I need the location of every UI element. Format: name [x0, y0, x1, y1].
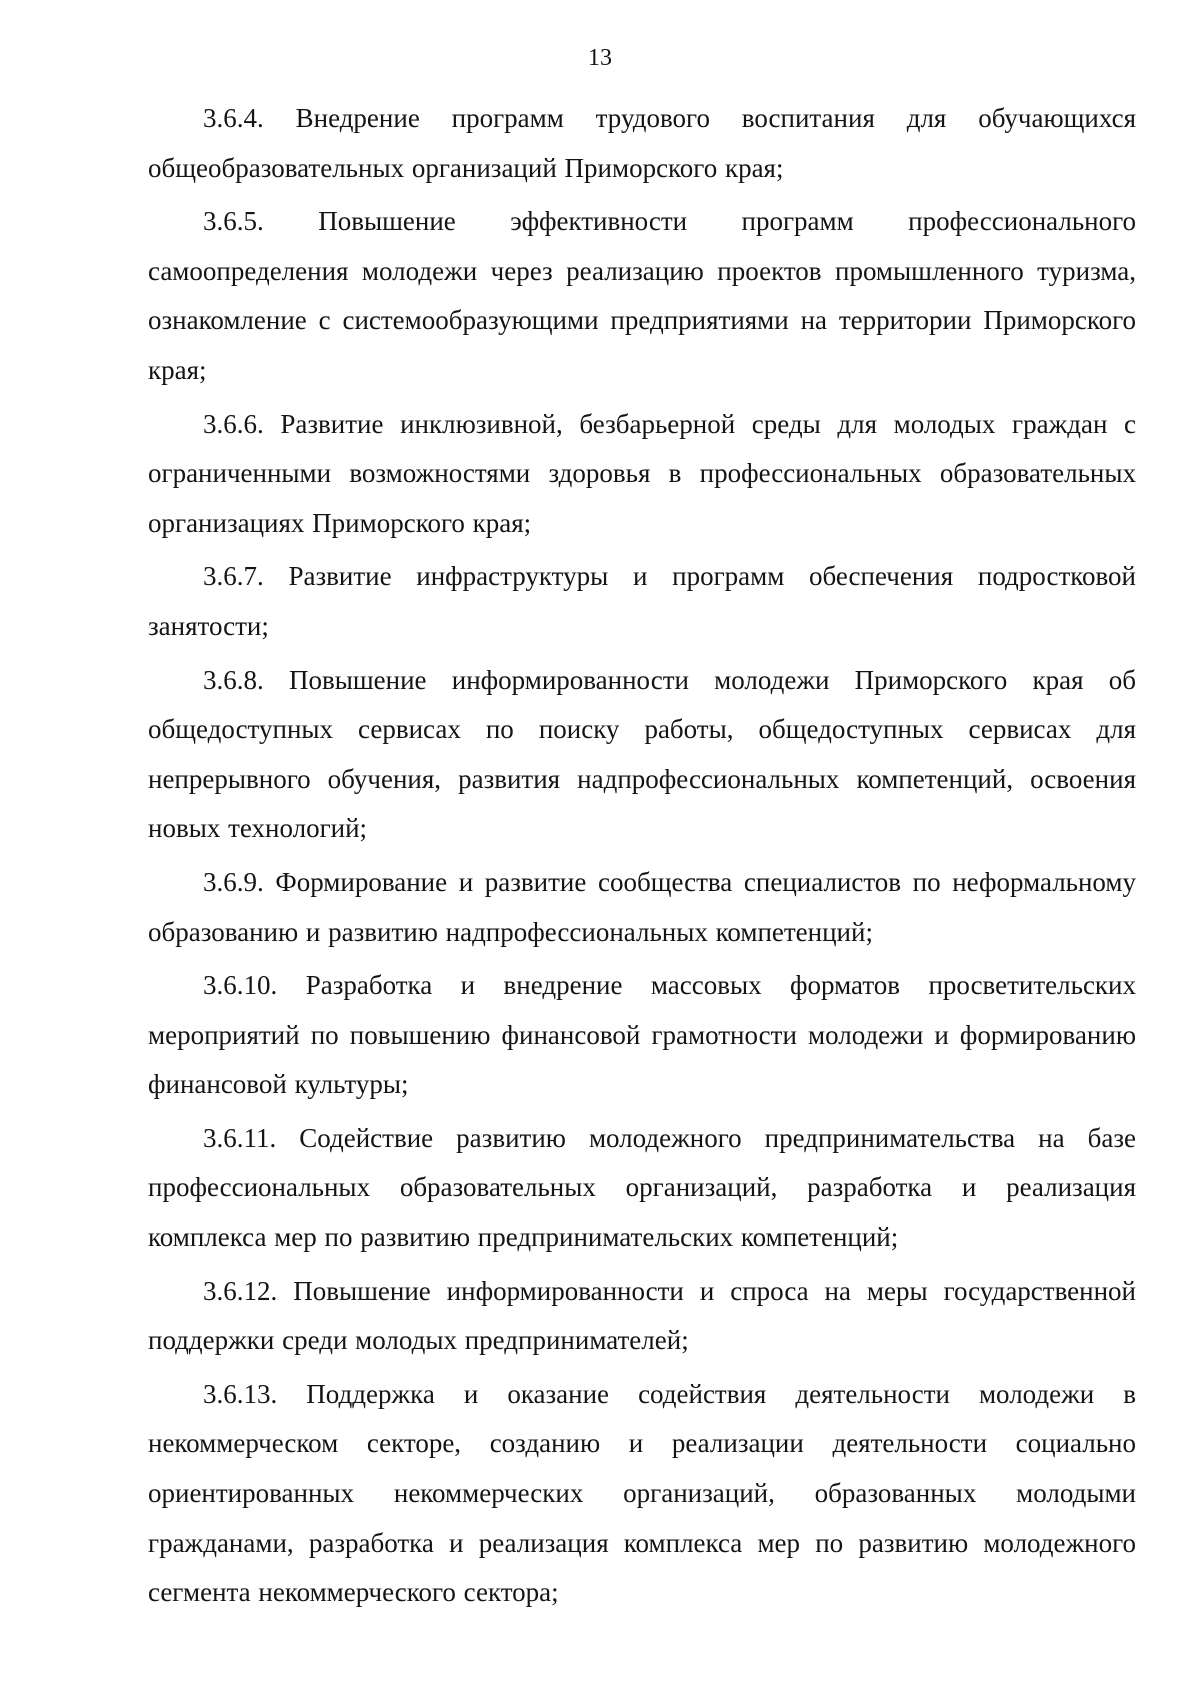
paragraph-3-6-10 — [148, 961, 1136, 1110]
paragraph-3-6-9 — [148, 858, 1136, 957]
paragraph-number: 3.6.11. — [203, 1122, 277, 1153]
paragraph-number: 3.6.7. — [203, 561, 264, 592]
paragraph-number: 3.6.6. — [203, 408, 264, 439]
paragraph-text: Формирование и развитие сообщества специалистов по неформальному образованию и развитию надпрофессиональных компетенций; — [148, 866, 1137, 947]
paragraph-number: 3.6.8. — [203, 664, 264, 695]
paragraph-number: 3.6.10. — [203, 970, 278, 1001]
paragraph-text: Повышение эффективности программ профессионального самоопределения молодежи через реализацию проектов промышленного туризма, ознакомление с системообразующими предприятиями на территории Приморского края; — [148, 206, 1136, 385]
paragraph-number: 3.6.9. — [203, 866, 264, 897]
paragraph-text: Повышение информированности и спроса на меры государственной поддержки среди молодых предпринимателей; — [148, 1275, 1137, 1356]
paragraph-number: 3.6.4. — [203, 103, 264, 133]
page-number: 13 — [588, 45, 612, 71]
paragraph-number: 3.6.5. — [203, 206, 264, 237]
paragraph-text: Внедрение программ трудового воспитания для обучающихся общеобразовательных организаций Приморского края; — [148, 103, 1136, 183]
paragraph-text: Развитие инклюзивной, безбарьерной среды для молодых граждан с ограниченными возможностями здоровья в профессиональных образовательных организациях Приморского края; — [148, 408, 1137, 538]
paragraph-text: Разработка и внедрение массовых форматов просветительских мероприятий по повышению финансовой грамотности молодежи и формированию финансовой культуры; — [148, 970, 1136, 1100]
paragraph-3-6-7 — [148, 552, 1136, 651]
paragraph-3-6-13 — [148, 1370, 1136, 1618]
paragraph-3-6-6 — [148, 400, 1136, 549]
paragraph-text: Повышение информированности молодежи Приморского края об общедоступных сервисах по поиску работы, общедоступных сервисах для непрерывного обучения, развития надпрофессиональных компетенций, освоения новых технологий; — [148, 664, 1137, 844]
paragraph-3-6-11 — [148, 1114, 1136, 1263]
paragraph-text: Поддержка и оказание содействия деятельности молодежи в некоммерческом секторе, созданию и реализации деятельности социально ориентированных некоммерческих организаций, образованных молодыми гражданами, разработка и реализация комплекса мер по развитию молодежного сегмента некоммерческого сектора; — [148, 1378, 1136, 1608]
paragraph-number: 3.6.13. — [203, 1378, 278, 1409]
paragraph-3-6-8 — [148, 656, 1136, 854]
paragraph-text: Содействие развитию молодежного предпринимательства на базе профессиональных образовательных организаций, разработка и реализация комплекса мер по развитию предпринимательских компетенций; — [148, 1122, 1137, 1253]
document-body — [148, 94, 1136, 1622]
paragraph-number: 3.6.12. — [203, 1275, 278, 1306]
paragraph-3-6-5 — [148, 197, 1136, 395]
paragraph-3-6-4 — [148, 94, 1136, 193]
paragraph-text: Развитие инфраструктуры и программ обеспечения подростковой занятости; — [148, 561, 1137, 641]
paragraph-3-6-12 — [148, 1267, 1136, 1366]
